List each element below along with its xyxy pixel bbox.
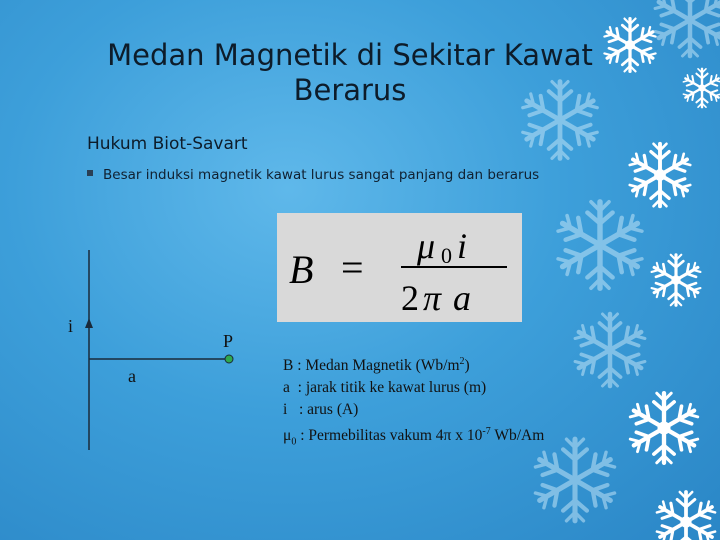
point-p-marker bbox=[225, 355, 233, 363]
wire-diagram bbox=[60, 240, 260, 460]
formula-box bbox=[277, 213, 522, 322]
legend-row-mu: $\mu_0$ : Permebilitas vakum 4π x $10^{-7}$ Wb/Am bbox=[283, 426, 545, 448]
formula-lhs: B bbox=[289, 247, 314, 292]
point-label: P bbox=[223, 331, 234, 351]
legend-row-a: a : jarak titik ke kawat lurus (m) bbox=[283, 379, 487, 397]
snowflake-icon bbox=[556, 202, 643, 288]
formula-i: i bbox=[457, 226, 468, 266]
snowflake-icon bbox=[683, 69, 720, 107]
snowflake-icon bbox=[629, 393, 699, 463]
current-label: i bbox=[68, 316, 74, 336]
bullet-item bbox=[87, 167, 539, 183]
snowflake-icon bbox=[654, 0, 720, 56]
snowflake-icon bbox=[574, 314, 647, 386]
snowflake-icon bbox=[656, 492, 717, 540]
bullet-square-icon bbox=[87, 170, 93, 176]
biot-savart-formula bbox=[277, 213, 522, 322]
current-arrow-icon bbox=[85, 318, 93, 328]
slide-subtitle: Hukum Biot-Savart bbox=[87, 134, 248, 154]
formula-equals: = bbox=[341, 245, 364, 290]
snowflake-icon bbox=[628, 144, 691, 206]
legend-row-b: B : Medan Magnetik $(Wb/m^2)$ bbox=[283, 356, 470, 375]
formula-a: a bbox=[453, 278, 471, 318]
legend-row-i: i : arus (A) bbox=[283, 401, 359, 419]
snowflake-icon bbox=[651, 255, 702, 305]
formula-pi: π bbox=[423, 278, 442, 318]
formula-two: 2 bbox=[401, 278, 419, 318]
variable-legend bbox=[283, 351, 544, 453]
snowflake-icon bbox=[534, 439, 617, 521]
formula-mu-sub: 0 bbox=[441, 243, 452, 268]
page-title: Medan Magnetik di Sekitar Kawat Berarus bbox=[107, 38, 593, 107]
distance-label: a bbox=[128, 366, 136, 386]
formula-mu: μ bbox=[417, 226, 436, 266]
bullet-text: Besar induksi magnetik kawat lurus sangat panjang dan berarus bbox=[103, 167, 540, 183]
